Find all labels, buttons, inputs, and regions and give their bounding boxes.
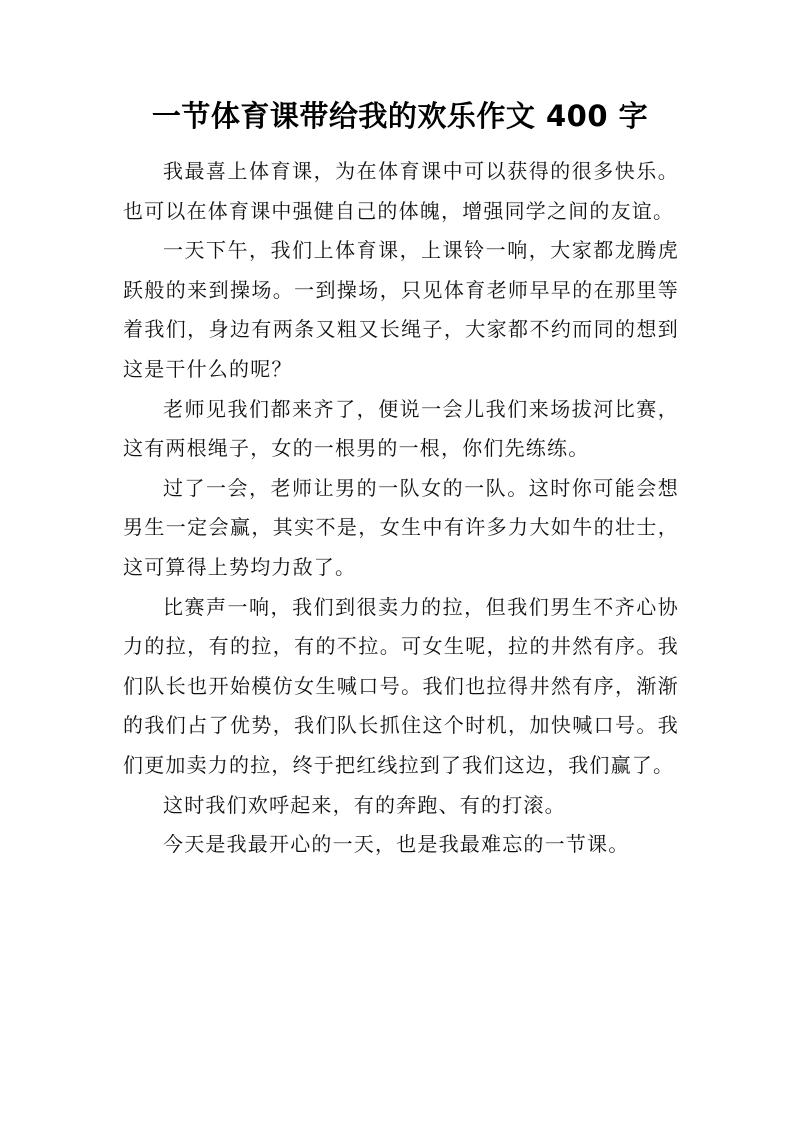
paragraph-7: 今天是我最开心的一天，也是我最难忘的一节课。 xyxy=(163,832,630,857)
document-title: 一节体育课带给我的欢乐作文 400 字 xyxy=(151,99,649,133)
paragraph-2: 一天下午，我们上体育课，上课铃一响，大家都龙腾虎跃般的来到操场。一到操场，只见体育老师早早的在那里等着我们，身边有两条又粗又长绳子，大家都不约而同的想到这是干什么的呢？ xyxy=(123,238,679,381)
document-body xyxy=(123,152,679,865)
paragraph-4: 过了一会，老师让男的一队女的一队。这时你可能会想男生一定会赢，其实不是，女生中有许多力大如牛的壮士，这可算得上势均力敌了。 xyxy=(123,475,679,579)
paragraph-3: 老师见我们都来齐了，便说一会儿我们来场拔河比赛，这有两根绳子，女的一根男的一根，你们先练练。 xyxy=(123,396,679,461)
paragraph-1: 我最喜上体育课，为在体育课中可以获得的很多快乐。也可以在体育课中强健自己的体魄，增强同学之间的友谊。 xyxy=(123,159,679,223)
paragraph-6: 这时我们欢呼起来，有的奔跑、有的打滚。 xyxy=(163,792,566,817)
paragraph-5: 比赛声一响，我们到很卖力的拉，但我们男生不齐心协力的拉，有的拉，有的不拉。可女生呢，拉的井然有序。我们队长也开始模仿女生喊口号。我们也拉得井然有序，渐渐的我们占了优势，我们队长抓住这个时机，加快喊口号。我们更加卖力的拉，终于把红线拉到了我们这边，我们赢了。 xyxy=(123,594,679,777)
